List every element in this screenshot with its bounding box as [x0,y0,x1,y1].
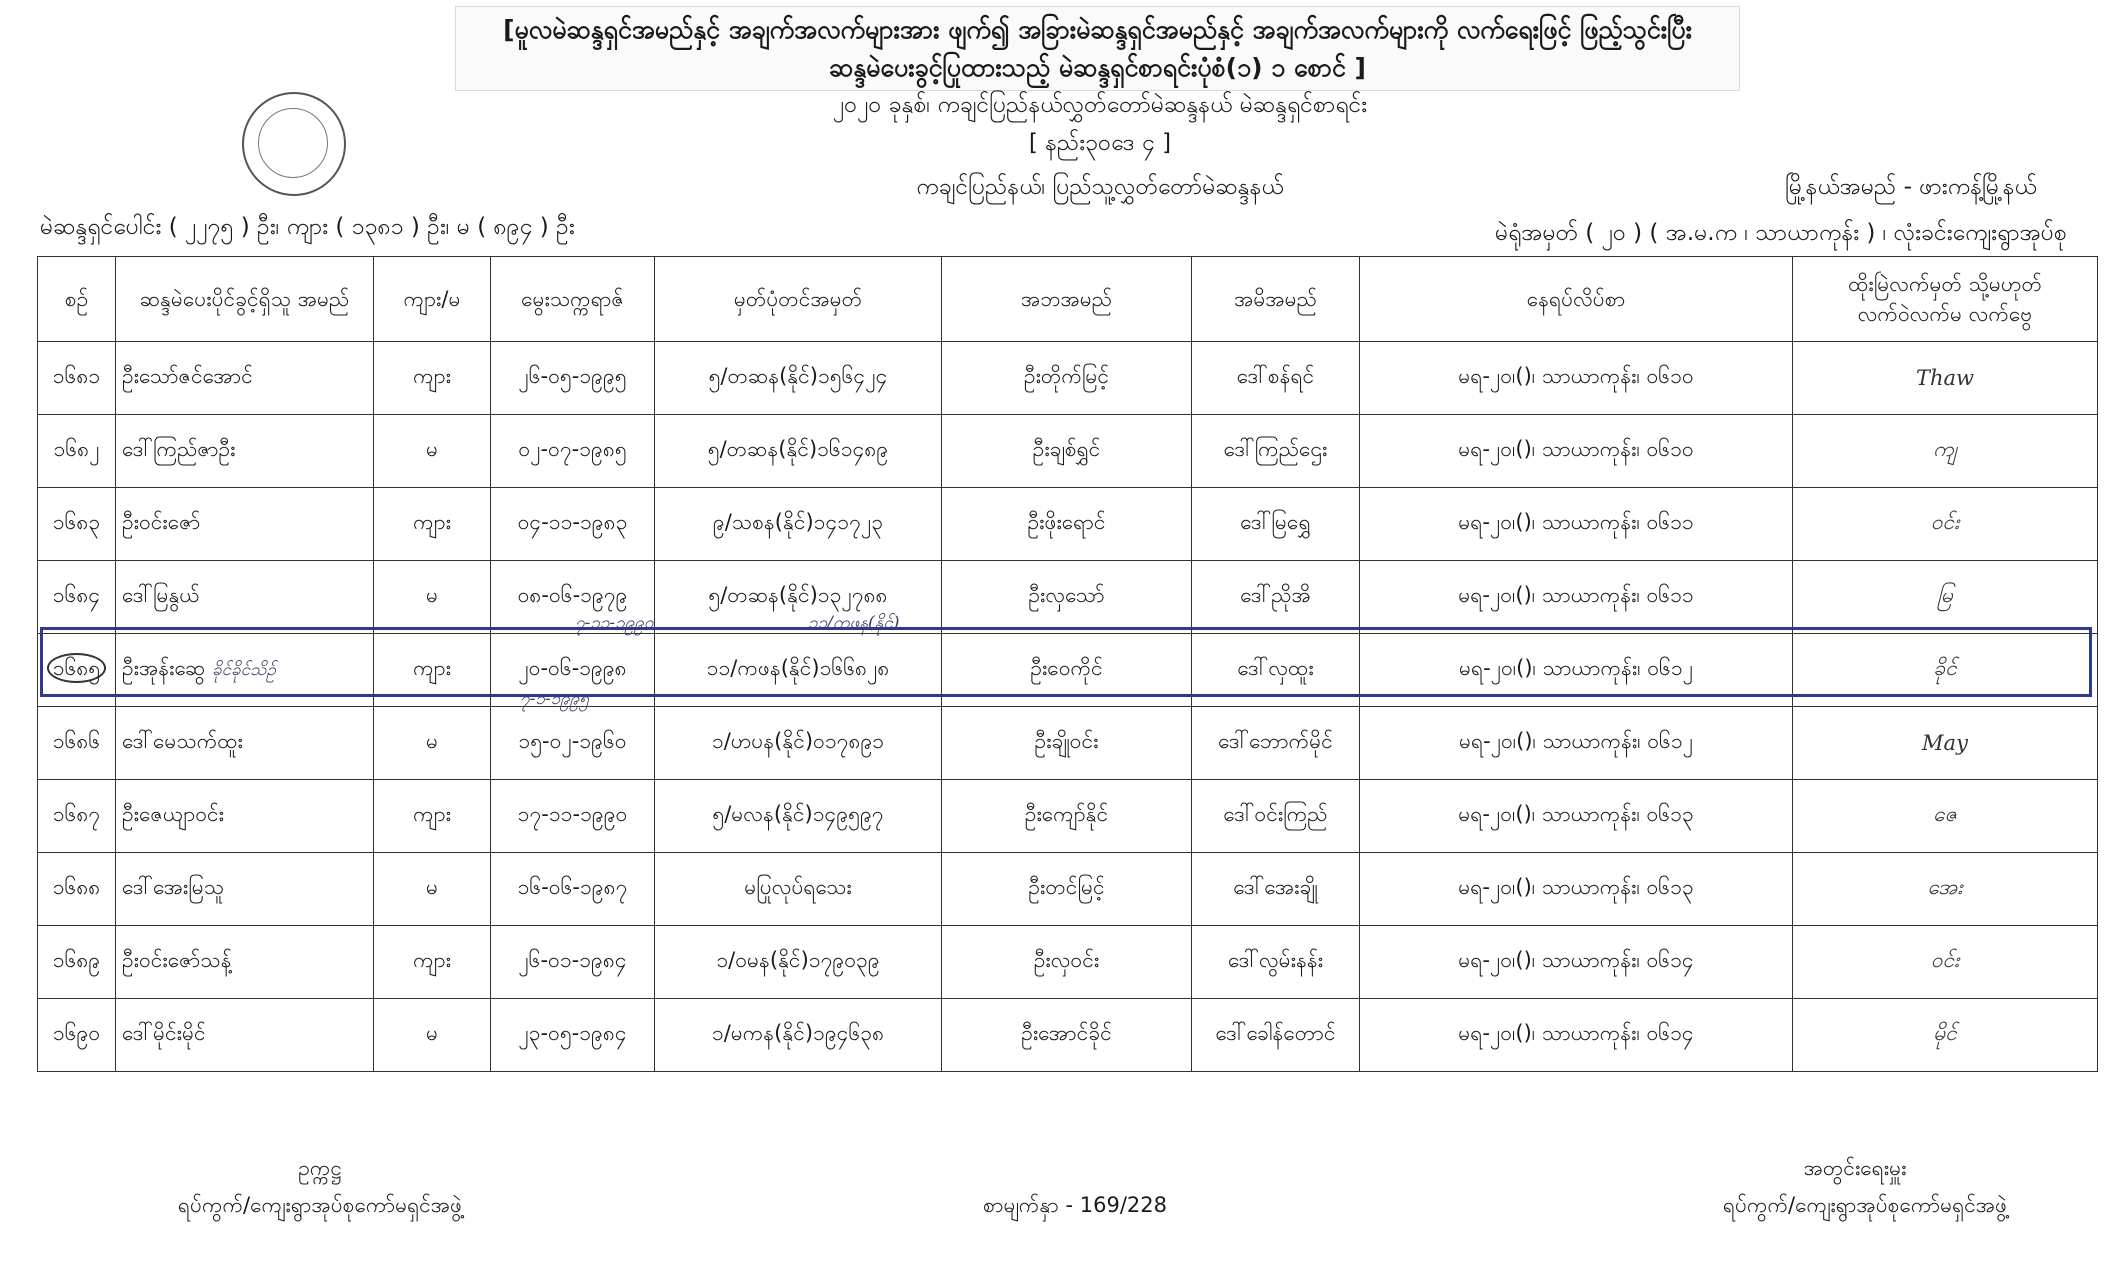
cell-address: မရ-၂၀၊()၊ သာယာကုန်း၊ ဝ၆၁၂ [1360,707,1793,780]
banner-line-1: [မူလမဲဆန္ဒရှင်အမည်နှင့် အချက်အလက်များအား ဖျက်၍ အခြားမဲဆန္ဒရှင်အမည်နှင့် အချက်အလက်များကို လက်ရေးဖြင့် ဖြည့်သွင်းပြီး [503,15,1692,44]
cell-address: မရ-၂၀၊()၊ သာယာကုန်း၊ ဝ၆၁၄ [1360,999,1793,1072]
cell-name: ဦးဝင်းဇော်သန့် [116,926,374,999]
cell-nrc: မပြုလုပ်ရသေး [655,853,942,926]
cell-signature: ခိုင် [1793,634,2098,707]
col-header-no: စဉ် [38,257,116,342]
cell-address: မရ-၂၀၊()၊ သာယာကုန်း၊ ဝ၆၁၂ [1360,634,1793,707]
secretary-committee: ရပ်ကွက်/ကျေးရွာအုပ်စုကော်မရှင်အဖွဲ့ [1722,1193,2008,1217]
cell-dob: ၂၃-၀၅-၁၉၈၄ [491,999,655,1072]
cell-father: ဦးချစ်ရွှင် [942,415,1192,488]
cell-nrc: ၅/တဆန(နိုင်)၁၆၁၄၈၉ [655,415,942,488]
cell-no: ၁၆၉၀ [38,999,116,1072]
cell-sex: ကျား [374,342,491,415]
circled-number: ၁၆၈၅ [47,653,106,683]
cell-address: မရ-၂၀၊()၊ သာယာကုန်း၊ ဝ၆၁၁ [1360,561,1793,634]
col-header-mother: အမိအမည် [1192,257,1360,342]
cell-dob: ၀၄-၁၁-၁၉၈၃ [491,488,655,561]
secretary-title: အတွင်းရေးမှူး [1803,1156,1907,1180]
col-header-dob: မွေးသက္ကရာဇ် [491,257,655,342]
cell-nrc: ၅/မလန(နိုင်)၁၄၉၅၉၇ [655,780,942,853]
cell-dob: ၂၀-၀၆-၁၉၉၈ [491,634,655,707]
cell-nrc: ၅/တဆန(နိုင်)၁၃၂၇၈၈ [655,561,942,634]
cell-signature: မိုင် [1793,999,2098,1072]
cell-signature: ဝင်း [1793,488,2098,561]
cell-mother: ဒေါ်ကြည်ဌေး [1192,415,1360,488]
cell-mother: ဒေါ်မြရွှေ [1192,488,1360,561]
form-number: [ နည်း၃၀ဒေ ၄ ] [1028,130,1172,156]
table-row [38,342,2098,415]
cell-no: ၁၆၈၈ [38,853,116,926]
cell-address: မရ-၂၀၊()၊ သာယာကုန်း၊ ဝ၆၁၃ [1360,780,1793,853]
cell-mother: ဒေါ်ဘောက်မိုင် [1192,707,1360,780]
cell-signature: ကျ [1793,415,2098,488]
handwritten-name: ခိုင်ခိုင်သိဉ် [212,659,276,680]
cell-signature: မြ [1793,561,2098,634]
cell-signature: ဇေ [1793,780,2098,853]
cell-father: ဦးလှသော် [942,561,1192,634]
table-row [38,415,2098,488]
cell-sex: မ [374,415,491,488]
cell-name: ဦးဇေယျာဝင်း [116,780,374,853]
cell-sex: ကျား [374,634,491,707]
cell-mother: ဒေါ်လှထူး [1192,634,1360,707]
cell-name: ဒေါ်မြနွယ် [116,561,374,634]
page-number: စာမျက်နှာ - 169/228 [983,1193,1167,1217]
township: မြို့နယ်အမည် - ဖားကန့်မြို့နယ် [1785,174,2037,200]
cell-address: မရ-၂၀၊()၊ သာယာကုန်း၊ ဝ၆၁၃ [1360,853,1793,926]
cell-nrc: ၁၁/ကဖန(နိုင်)၁၆၆၈၂၈ [655,634,942,707]
cell-sex: ကျား [374,488,491,561]
handwritten-dob-correction-2: ၇-၁-၁၉၉၅ [520,689,589,709]
banner-line-2: ဆန္ဒမဲပေးခွင့်ပြုထားသည့် မဲဆန္ဒရှင်စာရင်းပုံစံ(၁) ၁ စောင် ] [829,53,1366,82]
cell-no: ၁၆၈၃ [38,488,116,561]
cell-signature: ဝင်း [1793,926,2098,999]
voter-totals: မဲဆန္ဒရှင်ပေါင်း ( ၂၂၇၅ ) ဦး၊ ကျား ( ၁၃၈၁ ) ဦး၊ မ ( ၈၉၄ ) ဦး [40,214,575,240]
cell-name: ဦးသော်ဇင်အောင် [116,342,374,415]
cell-sex: မ [374,853,491,926]
cell-sex: မ [374,999,491,1072]
cell-father: ဦးလှဝင်း [942,926,1192,999]
cell-mother: ဒေါ်အေးချို [1192,853,1360,926]
cell-dob: ၀၂-၀၇-၁၉၈၅ [491,415,655,488]
cell-no: ၁၆၈၂ [38,415,116,488]
cell-mother: ဒေါ်ခေါန်တောင် [1192,999,1360,1072]
election-line: ၂၀၂၀ ခုနှစ်၊ ကချင်ပြည်နယ်လွှတ်တော်မဲဆန္ဒနယ် မဲဆန္ဒရှင်စာရင်း [832,92,1368,118]
constituency: ကချင်ပြည်နယ်၊ ပြည်သူ့လွှတ်တော်မဲဆန္ဒနယ် [916,174,1284,200]
table-row [38,853,2098,926]
cell-mother: ဒေါ်ဝင်းကြည် [1192,780,1360,853]
chairman-title: ဥက္ကဋ္ဌ [298,1156,342,1180]
cell-signature: Thaw [1793,342,2098,415]
cell-father: ဦးအောင်ခိုင် [942,999,1192,1072]
table-header-row [38,257,2098,342]
cell-dob: ၀၈-၀၆-၁၉၇၉ [491,561,655,634]
cell-dob: ၁၇-၁၁-၁၉၉၀ [491,780,655,853]
col-header-name: ဆန္ဒမဲပေးပိုင်ခွင့်ရှိသူ အမည် [116,257,374,342]
cell-name: ဒေါ်ကြည်ဇာဦး [116,415,374,488]
cell-sex: ကျား [374,780,491,853]
cell-no: ၁၆၈၁ [38,342,116,415]
cell-father: ဦးကျော်နိုင် [942,780,1192,853]
election-commission-seal-icon [242,92,346,196]
cell-nrc: ၁/မကန(နိုင်)၁၉၄၆၃၈ [655,999,942,1072]
handwritten-dob-correction: ၇-၁၁-၁၉၉၀ [575,613,654,633]
cell-signature: အေး [1793,853,2098,926]
cell-dob: ၁၅-၀၂-၁၉၆၀ [491,707,655,780]
cell-nrc: ၉/သစန(နိုင်)၁၄၁၇၂၃ [655,488,942,561]
col-header-nrc: မှတ်ပုံတင်အမှတ် [655,257,942,342]
cell-name: ဒေါ်မိုင်းမိုင် [116,999,374,1072]
cell-no: ၁၆၈၆ [38,707,116,780]
cell-mother: ဒေါ်စန်ရင် [1192,342,1360,415]
cell-father: ဦးချိုဝင်း [942,707,1192,780]
handwritten-nrc-correction: ၁၁/ကဖန(နိုင်) [808,613,900,633]
cell-address: မရ-၂၀၊()၊ သာယာကုန်း၊ ဝ၆၁၄ [1360,926,1793,999]
cell-nrc: ၁/ဟပန(နိုင်)၀၁၇၈၉၁ [655,707,942,780]
table-row [38,561,2098,634]
table-row [38,707,2098,780]
altered-row-highlight [40,627,2092,697]
cell-no: ၁၆၈၉ [38,926,116,999]
col-header-sex: ကျား/မ [374,257,491,342]
chairman-committee: ရပ်ကွက်/ကျေးရွာအုပ်စုကော်မရှင်အဖွဲ့ [177,1193,463,1217]
col-header-signature: ထိုးမြဲလက်မှတ် သို့မဟုတ် လက်ဝဲလက်မ လက်ဗွေ [1793,257,2098,342]
table-row [38,999,2098,1072]
cell-signature: May [1793,707,2098,780]
cell-no: ၁၆၈၄ [38,561,116,634]
cell-mother: ဒေါ်ညိုအိ [1192,561,1360,634]
cell-father: ဦးဝေကိုင် [942,634,1192,707]
cell-dob: ၁၆-၀၆-၁၉၈၇ [491,853,655,926]
header-banner [455,6,1740,91]
cell-mother: ဒေါ်လွမ်းနန်း [1192,926,1360,999]
cell-nrc: ၅/တဆန(နိုင်)၁၅၆၄၂၄ [655,342,942,415]
cell-name: ဒေါ်အေးမြသူ [116,853,374,926]
cell-sex: ကျား [374,926,491,999]
cell-father: ဦးဖိုးရောင် [942,488,1192,561]
cell-name-printed: ဦးအုန်းဆွေ [122,655,206,680]
cell-father: ဦးတိုက်မြင့် [942,342,1192,415]
cell-address: မရ-၂၀၊()၊ သာယာကုန်း၊ ဝ၆၁၀ [1360,342,1793,415]
table-row [38,780,2098,853]
cell-dob: ၂၆-၀၁-၁၉၈၄ [491,926,655,999]
col-header-father: အဘအမည် [942,257,1192,342]
cell-address: မရ-၂၀၊()၊ သာယာကုန်း၊ ဝ၆၁၁ [1360,488,1793,561]
cell-name: ဒေါ်မေသက်ထူး [116,707,374,780]
polling-station: မဲရုံအမှတ် ( ၂၀ ) ( အ.မ.က ၊ သာယာကုန်း ) ၊ လုံးခင်းကျေးရွာအုပ်စု [1495,220,2067,246]
cell-father: ဦးတင်မြင့် [942,853,1192,926]
cell-sex: မ [374,561,491,634]
cell-dob: ၂၆-၀၅-၁၉၉၅ [491,342,655,415]
cell-no: ၁၆၈၇ [38,780,116,853]
col-header-address: နေရပ်လိပ်စာ [1360,257,1793,342]
cell-address: မရ-၂၀၊()၊ သာယာကုန်း၊ ဝ၆၁၀ [1360,415,1793,488]
cell-sex: မ [374,707,491,780]
cell-name: ဦးဝင်းဇော် [116,488,374,561]
table-row [38,488,2098,561]
table-row [38,926,2098,999]
cell-nrc: ၁/ဝမန(နိုင်)၁၇၉၀၃၉ [655,926,942,999]
